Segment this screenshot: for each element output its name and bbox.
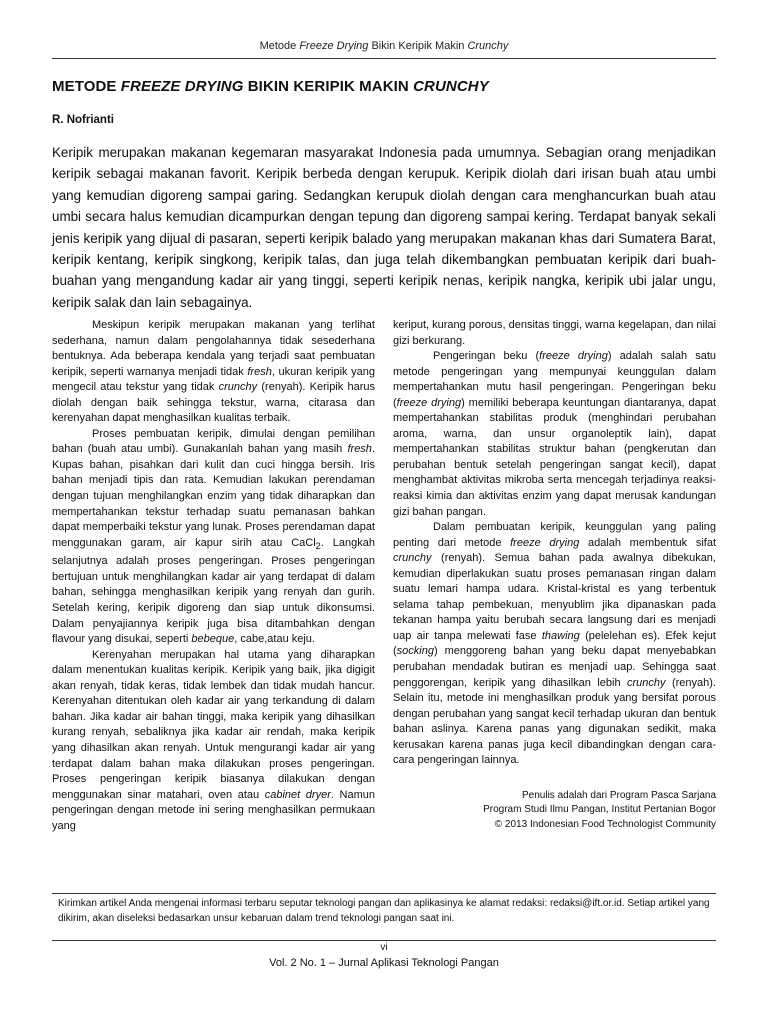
author-affiliation <box>393 789 716 833</box>
text-run: . Namun pengeringan dengan metode ini sering menghasilkan permukaan yang <box>52 788 375 832</box>
journal-citation: Vol. 2 No. 1 – Jurnal Aplikasi Teknologi Pangan <box>269 957 499 969</box>
affiliation-line: Penulis adalah dari Program Pasca Sarjana <box>522 789 716 801</box>
subscript: 2 <box>315 540 321 551</box>
text-run: . Kupas bahan, pisahkan dari kulit dan cuci hingga bersih. Iris bahan menjadi tipis dan rata. Kemudian lakukan perendaman dengan tujuan menghilangkan enzim yang tidak diharapkan dan mempertahankan tekstur terhadap suatu pemanasan bahkan dapat memperbaiki tekstur yang lunak. Proses perendaman dapat menggunakan garam, air kapur sirih atau CaCl <box>52 443 375 549</box>
text-run: (renyah). Selain itu, metode ini menghasilkan produk yang bersifat porous dengan perubahan yang sangat kecil terhadap ukuran dan bentuk bahan aslinya. Karena panas yang digunakan sedikit, maka kerusakan karena panas juga kecil dibandingkan dengan cara-cara pengeringan lainnya. <box>393 676 716 767</box>
text-run: ) memiliki beberapa keuntungan diantaranya, dapat mempertahankan stabilitas produk (menghindari perubahan aroma, warna, dan unsur organoleptik lain), dapat mempertahankan stabilitas struktur bahan (pengkerutan dan perubahan bentuk setelah pengeringan sangat kecil), dapat menghambat aktivitas mikroba serta mencegah terjadinya reaksi-reaksi kimia dan aktivitas enzim yang dapat merusak kandungan gizi bahan pangan. <box>393 396 717 518</box>
article-title <box>52 78 716 95</box>
left-column <box>52 318 375 834</box>
page-number: vi <box>380 942 388 953</box>
text-run: ) adalah salah satu metode pengeringan yang mempunyai keunggulan dalam mempertahankan mutu hasil pengeringan. Pengeringan beku ( <box>393 350 717 409</box>
paragraph-3-continued: keriput, kurang porous, densitas tinggi, warna kegelapan, dan nilai gizi berkurang. <box>393 319 716 347</box>
header-divider <box>52 58 716 59</box>
italic-term: bebeque <box>191 633 235 646</box>
italic-term: fresh <box>247 365 272 378</box>
running-header <box>52 40 716 52</box>
text-run: adalah membentuk sifat <box>579 536 716 549</box>
title-text: BIKIN KERIPIK MAKIN <box>243 78 414 95</box>
paragraph-1 <box>52 318 375 427</box>
italic-term: socking <box>396 645 434 658</box>
running-header-text: Metode <box>259 40 300 52</box>
submission-note: Kirimkan artikel Anda mengenai informasi terbaru seputar teknologi pangan dan aplikasinya ke alamat redaksi: redaksi@ift.or.id. Setiap artikel yang dikirim, akan diseleksi bedasarkan unsur kebaruan dalam trend teknologi pangan saat ini. <box>58 898 710 924</box>
copyright-line: © 2013 Indonesian Food Technologist Community <box>494 818 716 830</box>
running-header-emphasis: Freeze Drying <box>299 40 369 52</box>
author-name: R. Nofrianti <box>52 114 114 126</box>
body-columns <box>52 318 716 834</box>
italic-term: crunchy <box>393 552 432 565</box>
running-header-emphasis: Crunchy <box>467 40 509 52</box>
footer-divider-bottom <box>52 940 716 941</box>
italic-term: thawing <box>541 629 580 642</box>
text-run: Kerenyahan merupakan hal utama yang diharapkan dalam menentukan kualitas keripik. Keripik yang baik, jika digigit akan renyah, tidak keras, tidak lembek dan tidak mudah hancur. Kerenyahan ditentukan oleh kadar air yang terkandung di dalam bahan. Jika kadar air bahan tinggi, maka keripik yang dihasilkan kurang renyah, sebaliknya jika kadar air rendah, maka keripik yang dihasilkan akan renyah. Untuk mengurangi kadar air yang terdapat dalam bahan maka dilakukan proses pengeringan. Proses pengeringan keripik biasanya dilakukan dengan menggunakan sinar matahari, oven atau <box>52 648 375 801</box>
paragraph-4 <box>393 349 716 520</box>
text-run: ) menggoreng bahan yang beku dapat menyebabkan perubahan mendadak butiran es menjadi uap. Sehingga saat penggorengan, keripik yang dihasilkan lebih <box>393 645 716 689</box>
paragraph-2 <box>52 427 375 648</box>
text-run: Meskipun keripik merupakan makanan yang terlihat sederhana, namun dalam pengolahannya tidak sesederhana bentuknya. Ada beberapa kendala yang terjadi saat pembuatan keripik, seperti warnanya menjadi tidak <box>52 319 375 378</box>
text-run: , cabe,atau keju. <box>234 633 315 646</box>
title-emphasis: CRUNCHY <box>413 78 489 95</box>
running-header-text: Bikin Keripik Makin <box>368 40 468 52</box>
right-column <box>393 318 716 834</box>
italic-term: freeze drying <box>539 350 608 363</box>
footer-divider-top <box>52 893 716 894</box>
affiliation-line: Program Studi Ilmu Pangan, Institut Pertanian Bogor <box>483 804 716 816</box>
title-text: METODE <box>52 78 121 95</box>
text-run: Proses pembuatan keripik, dimulai dengan pemilihan bahan (buah atau umbi). Gunakanlah bahan yang masih <box>52 427 375 456</box>
italic-term: crunchy <box>218 381 258 394</box>
text-run: (pelelehan es). Efek kejut ( <box>393 629 716 658</box>
text-run: Dalam pembuatan keripik, keunggulan yang paling penting dari metode <box>393 521 716 549</box>
text-run: (renyah). Semua bahan pada awalnya dibekukan, kemudian diperlakukan suatu proses pemanasan ringan dalam suatu lemari hampa udara. Kristal-kristal es yang terbentuk selama tahap pembekuan, menyublim jika dipanaskan pada tekanan hampa yaitu berubah secara langsung dari es menjadi uap air tanpa melewati fase <box>393 552 716 642</box>
text-run: , ukuran keripik yang mengecil atau tekstur yang tidak <box>52 365 376 394</box>
text-run: Pengeringan beku ( <box>433 350 540 363</box>
text-run: . Langkah selanjutnya adalah proses pengeringan. Proses pengeringan bertujuan untuk menghilangkan kadar air yang terdapat di dalam bahan, sehingga menghasilkan keripik yang renyah dan gurih. Setelah kering, keripik digoreng dan siap untuk dikonsumsi. Dalam penyajiannya keripik juga bisa ditambahkan dengan flavour yang disukai, seperti <box>52 536 375 646</box>
italic-term: freeze drying <box>396 396 462 409</box>
title-emphasis: FREEZE DRYING <box>120 78 244 95</box>
abstract: Keripik merupakan makanan kegemaran masyarakat Indonesia pada umumnya. Sebagian orang menjadikan keripik sebagai makanan favorit. Keripik berbeda dengan kerupuk. Keripik diolah dari irisan buah atau umbi yang kemudian digoreng sampai garing. Sedangkan kerupuk diolah dengan cara menghancurkan buah atau umbi secara halus kemudian dicampurkan dengan tepung dan digoreng sampai kering. Terdapat banyak sekali jenis keripik yang dijual di pasaran, seperti keripik balado yang merupakan makanan khas dari Sumatera Barat, keripik kentang, keripik singkong, keripik talas, dan juga telah dikembangkan pembuatan keripik dari buah-buahan yang mengandung kadar air yang tinggi, seperti keripik nenas, keripik nangka, keripik ubi jalar ungu, keripik salak dan lain sebagainya. <box>52 145 716 310</box>
text-run: (renyah). Keripik harus diolah dengan baik sehingga tekstur, warna, citarasa dan kerenyahan dapat menghasilkan kualitas terbaik. <box>52 381 375 425</box>
italic-term: cabinet dryer <box>264 788 331 801</box>
paragraph-5 <box>393 520 716 769</box>
italic-term: fresh <box>347 443 372 456</box>
italic-term: crunchy <box>627 676 666 689</box>
italic-term: freeze drying <box>510 536 580 549</box>
paragraph-3 <box>52 648 375 835</box>
